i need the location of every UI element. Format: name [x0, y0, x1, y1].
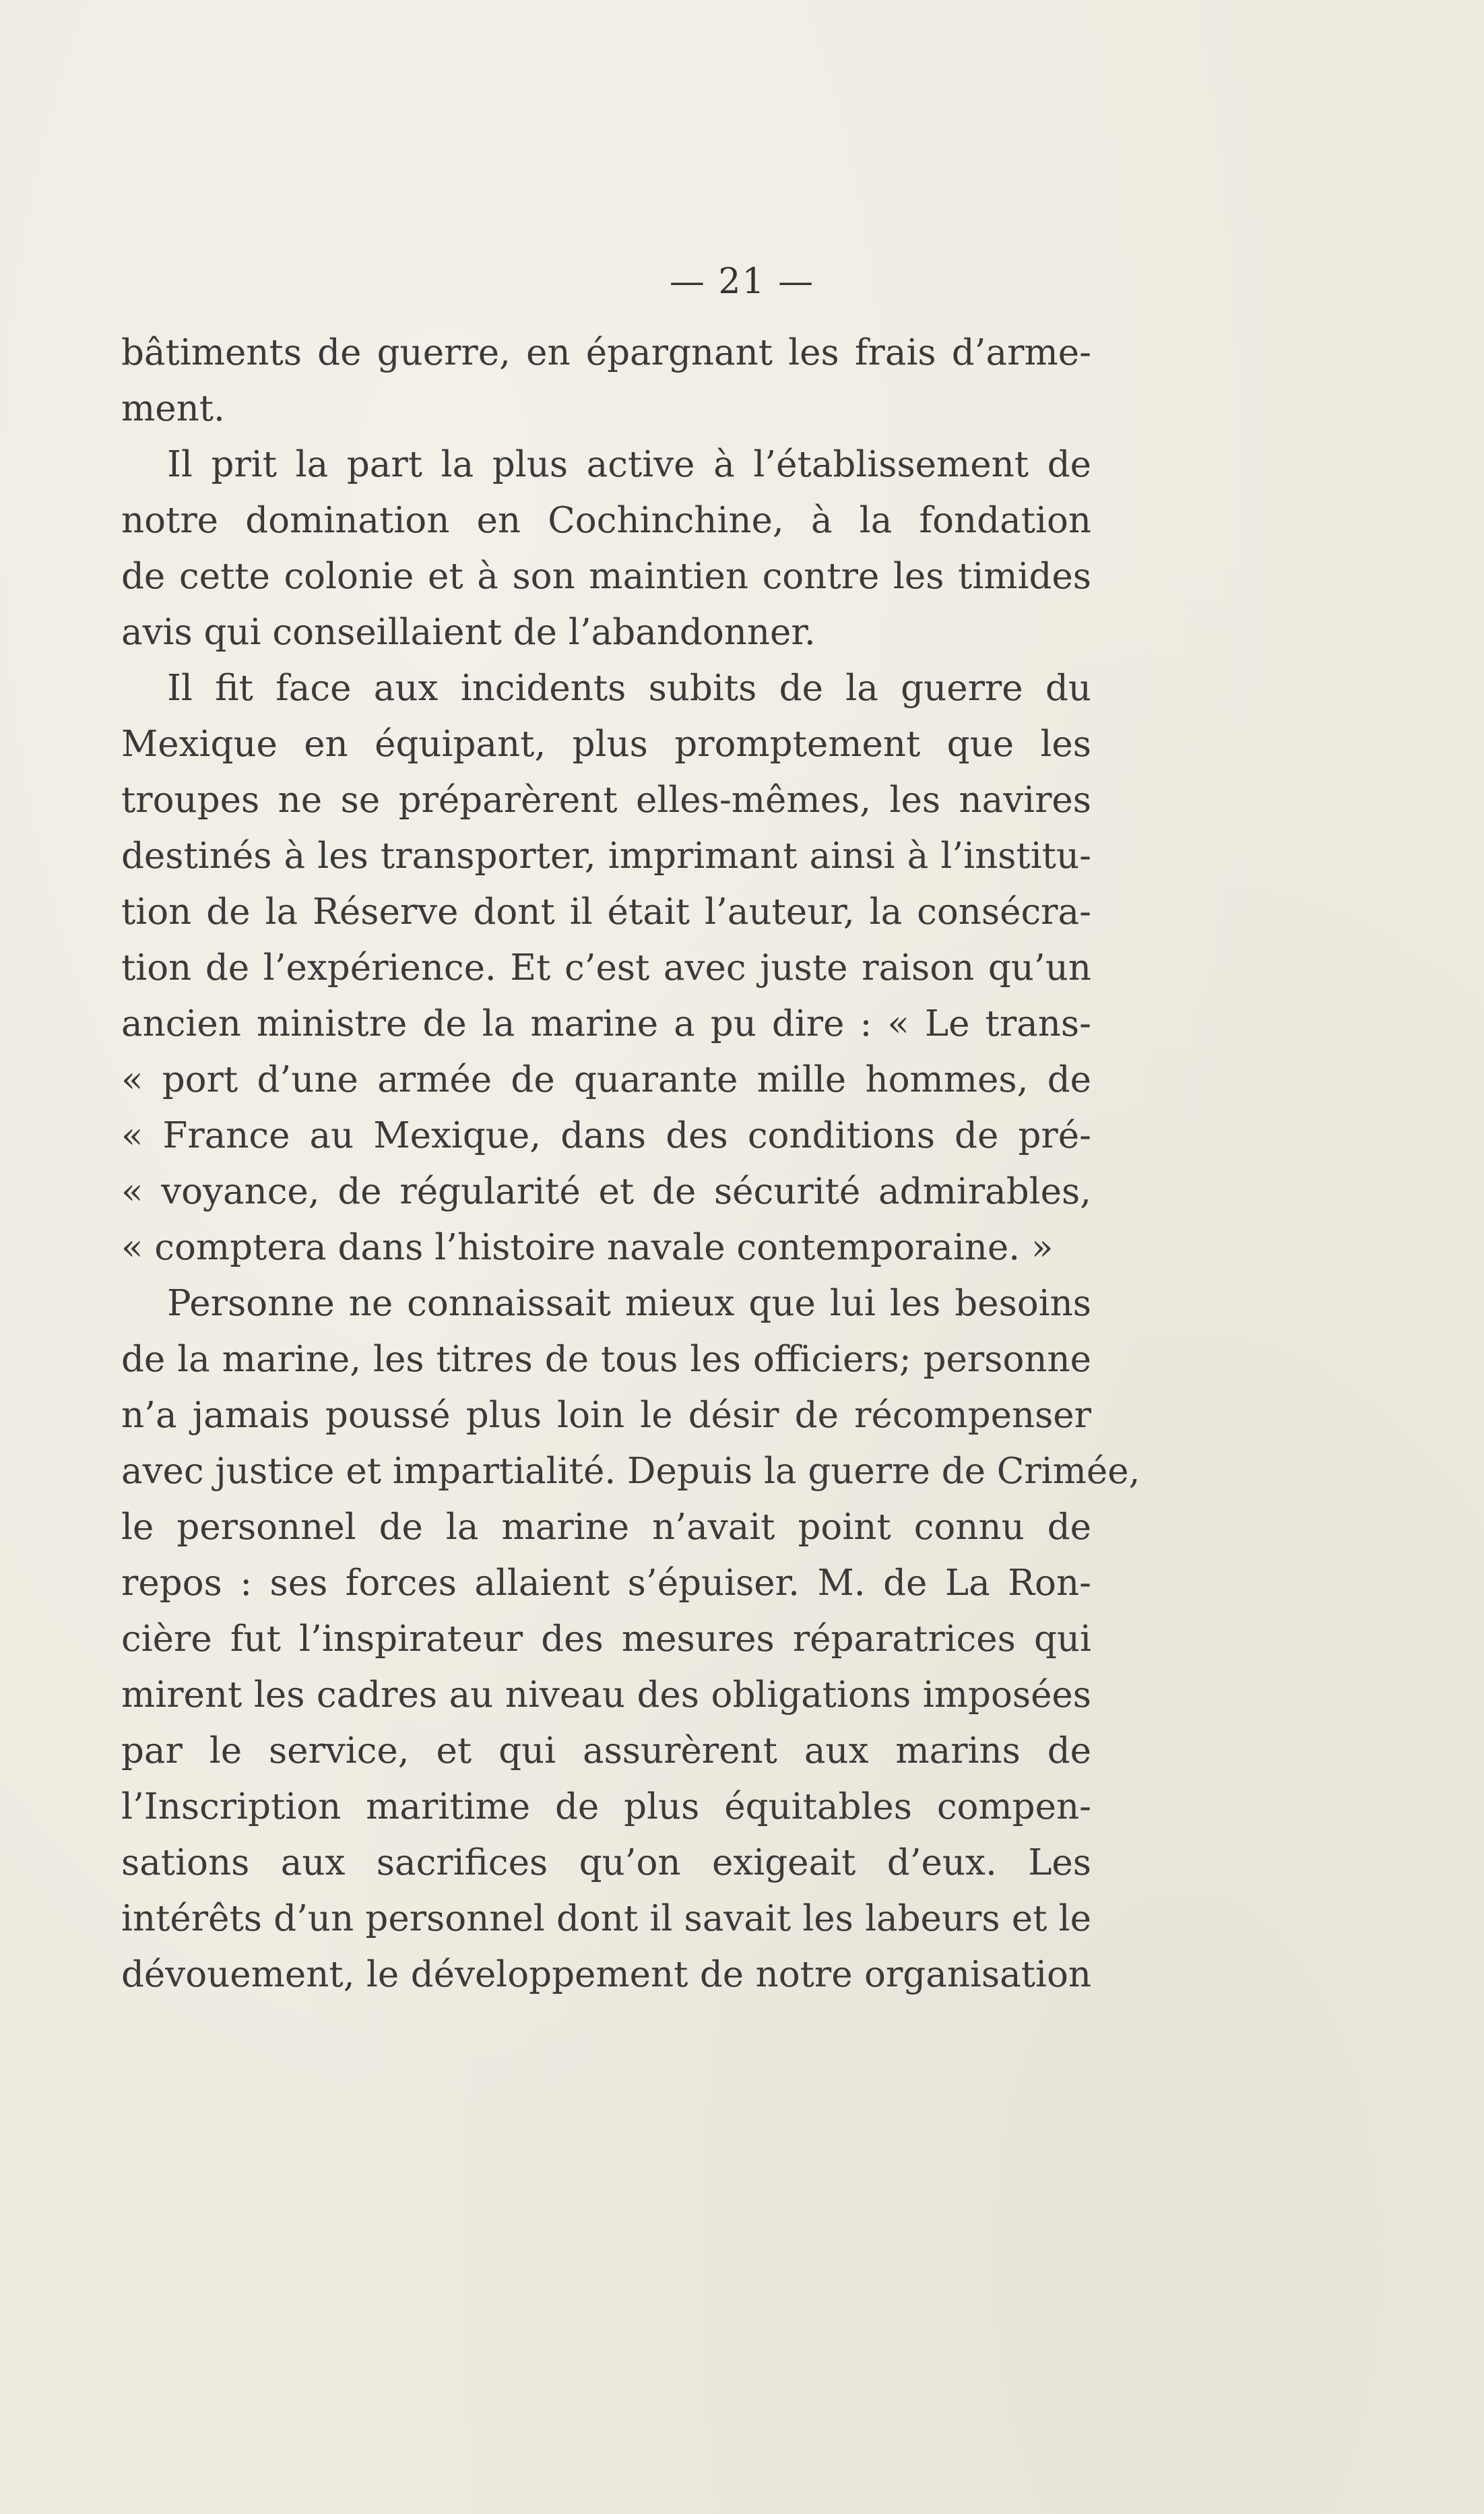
text-line: de la marine, les titres de tous les officiers; personne: [121, 1339, 1091, 1380]
text-line: par le service, et qui assurèrent aux marins de: [121, 1730, 1091, 1771]
text-line: avec justice et impartialité. Depuis la guerre de Crimée,: [121, 1451, 1140, 1492]
text-line: mirent les cadres au niveau des obligations imposées: [121, 1674, 1091, 1716]
text-line: « port d’une armée de quarante mille hommes, de: [121, 1059, 1091, 1100]
text-line: destinés à les transporter, imprimant ainsi à l’institu-: [121, 836, 1091, 877]
text-line: Il prit la part la plus active à l’établissement de: [167, 444, 1091, 485]
text-line: « comptera dans l’histoire navale contemporaine. »: [121, 1227, 1054, 1268]
text-line: tion de l’expérience. Et c’est avec juste raison qu’un: [121, 947, 1091, 988]
body-text: [121, 325, 1140, 2003]
page-number: — 21 —: [669, 261, 815, 302]
text-line: intérêts d’un personnel dont il savait les labeurs et le: [121, 1898, 1091, 1939]
text-line: Personne ne connaissait mieux que lui les besoins: [167, 1283, 1091, 1324]
text-line: bâtiments de guerre, en épargnant les frais d’arme-: [121, 332, 1091, 373]
text-line: « France au Mexique, dans des conditions de pré-: [121, 1115, 1091, 1156]
text-line: sations aux sacrifices qu’on exigeait d’eux. Les: [121, 1842, 1091, 1883]
text-line: troupes ne se préparèrent elles-mêmes, les navires: [121, 780, 1091, 821]
text-line: tion de la Réserve dont il était l’auteur, la consécra-: [121, 891, 1091, 933]
text-line: de cette colonie et à son maintien contre les timides: [121, 556, 1091, 597]
text-line: avis qui conseillaient de l’abandonner.: [121, 612, 816, 653]
text-line: Mexique en équipant, plus promptement que les: [121, 724, 1091, 765]
text-line: l’Inscription maritime de plus équitables compen-: [121, 1786, 1091, 1827]
text-line: « voyance, de régularité et de sécurité admirables,: [121, 1171, 1091, 1212]
text-line: cière fut l’inspirateur des mesures réparatrices qui: [121, 1619, 1091, 1660]
text-line: dévouement, le développement de notre organisation: [121, 1954, 1091, 1995]
text-line: le personnel de la marine n’avait point connu de: [121, 1507, 1091, 1548]
text-line: ment.: [121, 388, 225, 429]
text-line: ancien ministre de la marine a pu dire : « Le trans-: [121, 1003, 1091, 1044]
text-line: n’a jamais poussé plus loin le désir de récompenser: [121, 1395, 1091, 1436]
text-line: Il fit face aux incidents subits de la guerre du: [167, 668, 1091, 709]
text-line: notre domination en Cochinchine, à la fondation: [121, 500, 1091, 541]
text-line: repos : ses forces allaient s’épuiser. M. de La Ron-: [121, 1563, 1091, 1604]
